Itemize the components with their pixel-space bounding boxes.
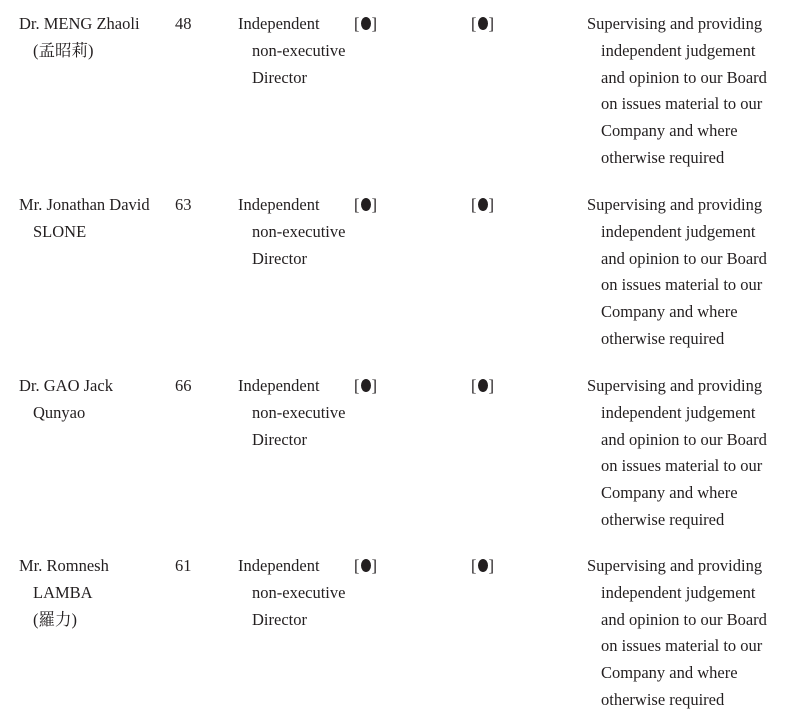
bullet-placeholder-icon (478, 379, 488, 392)
appointment-date-placeholder: [ ] (354, 14, 377, 33)
appointment-date-placeholder: [ ] (354, 376, 377, 395)
bullet-placeholder-icon (361, 559, 371, 572)
director-responsibilities: Supervising and providing independent judgement and opinion to our Board on issues material to our Company and where otherwise required (587, 195, 767, 348)
director-name: Mr. Romnesh LAMBA (羅力) (19, 556, 109, 629)
director-age: 66 (175, 376, 192, 395)
director-age: 61 (175, 556, 192, 575)
director-responsibilities: Supervising and providing independent judgement and opinion to our Board on issues material to our Company and where otherwise required (587, 376, 767, 529)
bullet-placeholder-icon (478, 17, 488, 30)
bullet-placeholder-icon (361, 198, 371, 211)
appointment-date-placeholder: [ ] (354, 556, 377, 575)
bullet-placeholder-icon (478, 198, 488, 211)
director-position: Independent non-executive Director (238, 14, 346, 87)
director-name: Mr. Jonathan David SLONE (19, 195, 150, 241)
bullet-placeholder-icon (361, 17, 371, 30)
table-row (0, 368, 790, 548)
table-row (0, 548, 790, 728)
bullet-placeholder-icon (478, 559, 488, 572)
director-position: Independent non-executive Director (238, 556, 346, 629)
table-row (0, 6, 790, 186)
director-position: Independent non-executive Director (238, 195, 346, 268)
joining-date-placeholder: [ ] (471, 556, 494, 575)
director-position: Independent non-executive Director (238, 376, 346, 449)
appointment-date-placeholder: [ ] (354, 195, 377, 214)
director-responsibilities: Supervising and providing independent judgement and opinion to our Board on issues material to our Company and where otherwise required (587, 14, 767, 167)
director-name: Dr. MENG Zhaoli (孟昭莉) (19, 14, 140, 60)
bullet-placeholder-icon (361, 379, 371, 392)
joining-date-placeholder: [ ] (471, 14, 494, 33)
director-responsibilities: Supervising and providing independent judgement and opinion to our Board on issues material to our Company and where otherwise required (587, 556, 767, 709)
joining-date-placeholder: [ ] (471, 195, 494, 214)
joining-date-placeholder: [ ] (471, 376, 494, 395)
director-age: 48 (175, 14, 192, 33)
director-age: 63 (175, 195, 192, 214)
table-row (0, 187, 790, 367)
director-name: Dr. GAO Jack Qunyao (19, 376, 113, 422)
